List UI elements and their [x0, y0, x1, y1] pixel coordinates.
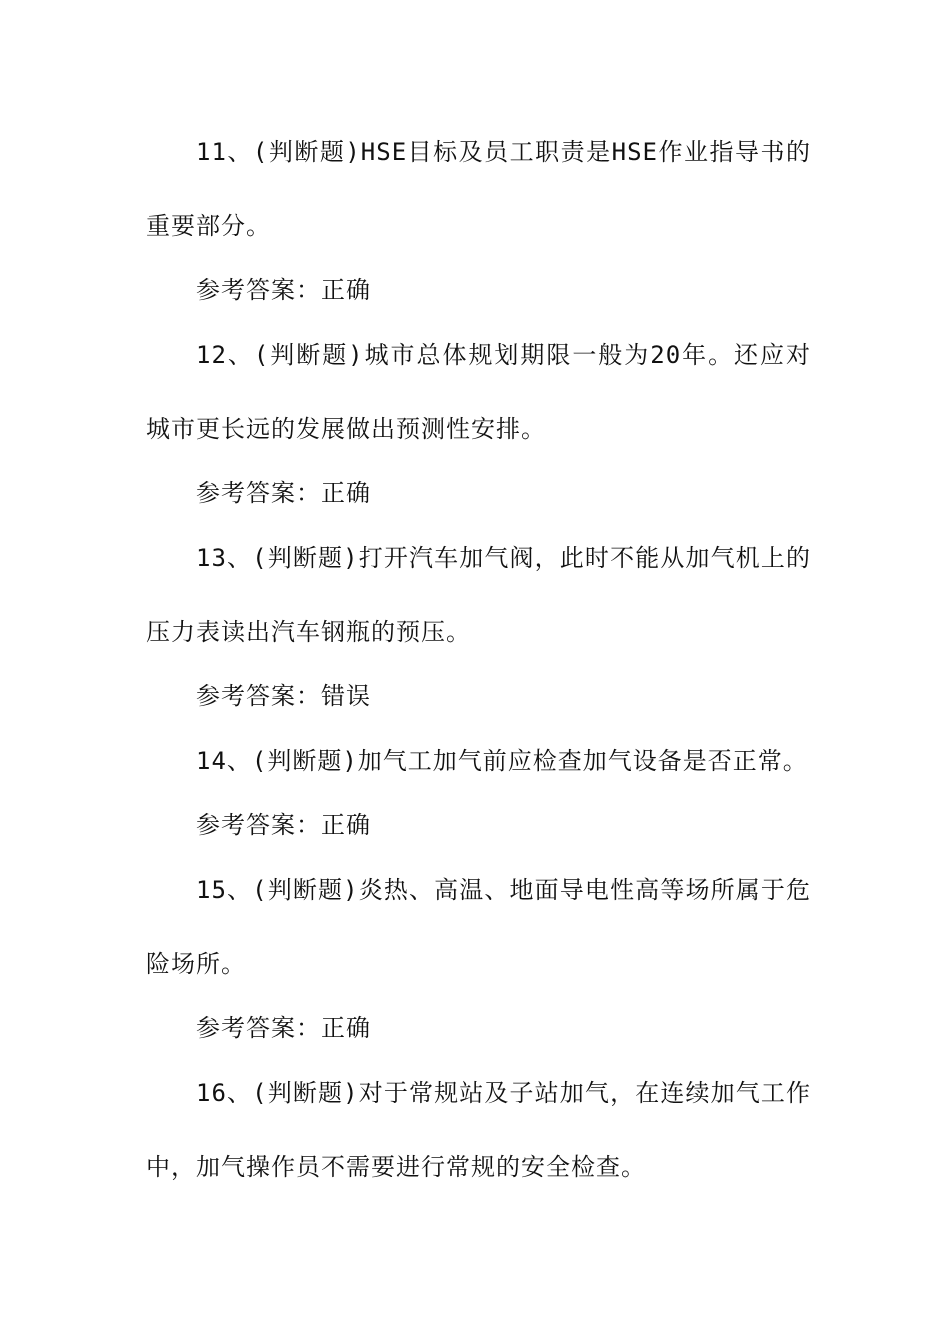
question-13-answer: 参考答案：错误 [196, 682, 371, 710]
question-13-line-1: 13、(判断题)打开汽车加气阀，此时不能从加气机上的 [196, 544, 811, 572]
question-16-line-1: 16、(判断题)对于常规站及子站加气，在连续加气工作 [196, 1079, 811, 1107]
question-13-line-2: 压力表读出汽车钢瓶的预压。 [146, 618, 471, 646]
question-15-answer: 参考答案：正确 [196, 1014, 371, 1042]
question-11-line-2: 重要部分。 [146, 212, 271, 240]
question-14-line-1: 14、(判断题)加气工加气前应检查加气设备是否正常。 [196, 747, 808, 775]
question-16-line-2: 中，加气操作员不需要进行常规的安全检查。 [146, 1153, 646, 1181]
question-15-line-1: 15、(判断题)炎热、高温、地面导电性高等场所属于危 [196, 876, 811, 904]
question-11-line-1: 11、(判断题)HSE目标及员工职责是HSE作业指导书的 [196, 138, 811, 166]
question-11-answer: 参考答案：正确 [196, 276, 371, 304]
question-12-line-1: 12、(判断题)城市总体规划期限一般为20年。还应对 [196, 341, 811, 369]
question-15-line-2: 险场所。 [146, 950, 246, 978]
question-12-answer: 参考答案：正确 [196, 479, 371, 507]
question-12-line-2: 城市更长远的发展做出预测性安排。 [146, 415, 546, 443]
question-14-answer: 参考答案：正确 [196, 811, 371, 839]
